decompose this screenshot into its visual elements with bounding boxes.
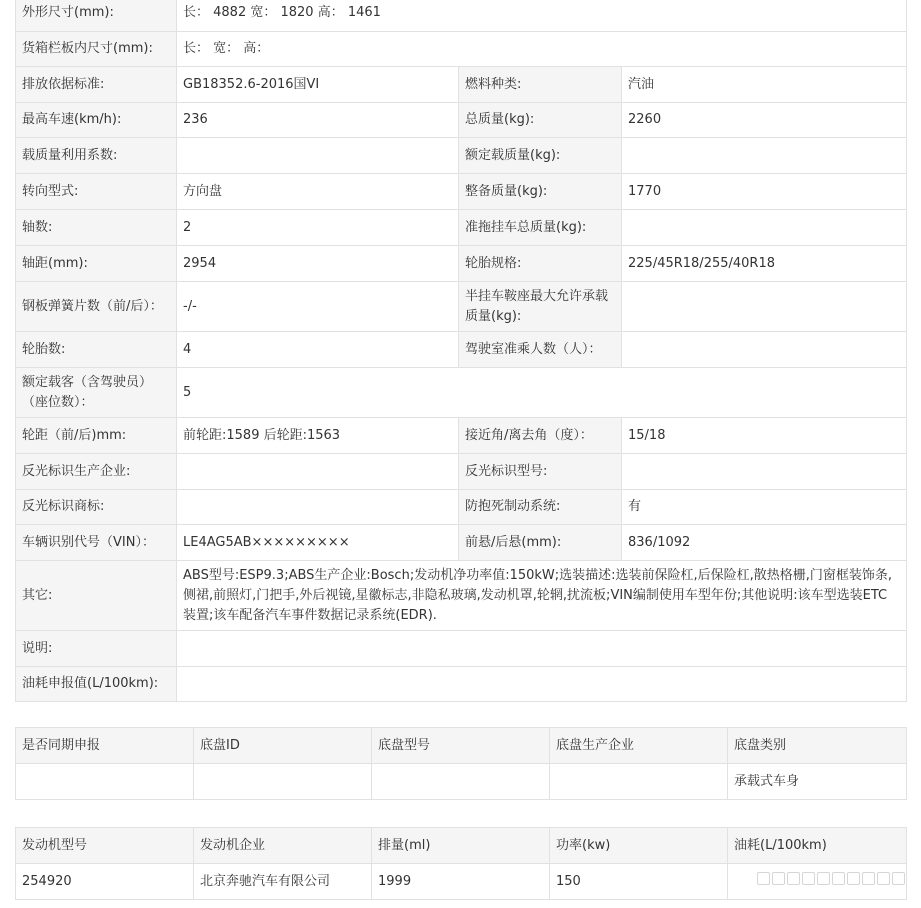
reflector-maker-value xyxy=(177,454,459,490)
cab-capacity-value xyxy=(622,332,907,368)
other-value: ABS型号:ESP9.3;ABS生产企业:Bosch;发动机净功率值:150kW;选装描述:选装前保险杠,后保险杠,散热格栅,门窗框装饰条,侧裙,前照灯,门把手,外后视镜,星徽标志,非隐私玻璃,发动机罩,轮辋,扰流板;VIN编制使用车型年份;其他说明:该车型选装ETC装置;该车配备汽车事件数据记录系统(EDR). xyxy=(177,561,907,631)
spec-row-note xyxy=(16,631,907,667)
tire-count-value: 4 xyxy=(177,332,459,368)
saddle-load-value xyxy=(622,282,907,332)
reflector-model-label: 反光标识型号: xyxy=(459,454,622,490)
spec-row-load xyxy=(16,138,907,174)
gross-mass-label: 总质量(kg): xyxy=(459,103,622,138)
reflector-model-value xyxy=(622,454,907,490)
trailer-mass-label: 准拖挂车总质量(kg): xyxy=(459,210,622,246)
fuel-consumption-value xyxy=(177,667,907,702)
emission-value: GB18352.6-2016国VI xyxy=(177,67,459,103)
spec-row-dimensions xyxy=(16,0,907,32)
curb-mass-label: 整备质量(kg): xyxy=(459,174,622,210)
steering-value: 方向盘 xyxy=(177,174,459,210)
approach-angle-label: 接近角/离去角（度）： xyxy=(459,418,622,454)
emission-label: 排放依据标准: xyxy=(16,67,177,103)
spec-row-cargo xyxy=(16,32,907,67)
chassis-cell-type: 承载式车身 xyxy=(728,764,907,800)
fuel-consumption-label: 油耗申报值(L/100km): xyxy=(16,667,177,702)
leaf-spring-label: 钢板弹簧片数（前/后）： xyxy=(16,282,177,332)
vehicle-spec-table xyxy=(15,0,907,702)
spec-row-leaf-spring xyxy=(16,282,907,332)
chassis-cell-id xyxy=(194,764,372,800)
note-label: 说明: xyxy=(16,631,177,667)
tire-spec-label: 轮胎规格: xyxy=(459,246,622,282)
reflector-brand-label: 反光标识商标: xyxy=(16,490,177,525)
load-factor-label: 载质量利用系数: xyxy=(16,138,177,174)
track-value: 前轮距:1589 后轮距:1563 xyxy=(177,418,459,454)
fuel-type-label: 燃料种类: xyxy=(459,67,622,103)
chassis-header-maker: 底盘生产企业 xyxy=(550,728,728,764)
chassis-header-id: 底盘ID xyxy=(194,728,372,764)
chassis-table xyxy=(15,727,907,800)
engine-cell-model: 254920 xyxy=(16,864,194,900)
spec-row-steering xyxy=(16,174,907,210)
seat-count-value: 5 xyxy=(177,368,907,418)
leaf-spring-value: -/- xyxy=(177,282,459,332)
vin-value: LE4AG5AB××××××××× xyxy=(177,525,459,561)
overhang-value: 836/1092 xyxy=(622,525,907,561)
max-speed-label: 最高车速(km/h): xyxy=(16,103,177,138)
rated-load-value xyxy=(622,138,907,174)
spec-row-emission xyxy=(16,67,907,103)
axles-value: 2 xyxy=(177,210,459,246)
abs-label: 防抱死制动系统: xyxy=(459,490,622,525)
cargo-box-label: 货箱栏板内尺寸(mm): xyxy=(16,32,177,67)
engine-header-row xyxy=(16,828,907,864)
spec-row-other xyxy=(16,561,907,631)
curb-mass-value: 1770 xyxy=(622,174,907,210)
chassis-header-type: 底盘类别 xyxy=(728,728,907,764)
spec-row-vin xyxy=(16,525,907,561)
chassis-data-row xyxy=(16,764,907,800)
spec-row-axles xyxy=(16,210,907,246)
approach-angle-value: 15/18 xyxy=(622,418,907,454)
spec-row-track xyxy=(16,418,907,454)
engine-cell-displacement: 1999 xyxy=(372,864,550,900)
watermark-icon xyxy=(757,872,907,888)
chassis-header-same-period: 是否同期申报 xyxy=(16,728,194,764)
tire-spec-value: 225/45R18/255/40R18 xyxy=(622,246,907,282)
trailer-mass-value xyxy=(622,210,907,246)
spec-row-reflector-brand xyxy=(16,490,907,525)
engine-header-maker: 发动机企业 xyxy=(194,828,372,864)
spec-row-reflector xyxy=(16,454,907,490)
note-value xyxy=(177,631,907,667)
engine-header-displacement: 排量(ml) xyxy=(372,828,550,864)
vin-label: 车辆识别代号（VIN）： xyxy=(16,525,177,561)
load-factor-value xyxy=(177,138,459,174)
chassis-cell-same-period xyxy=(16,764,194,800)
spec-row-wheelbase xyxy=(16,246,907,282)
axles-label: 轴数: xyxy=(16,210,177,246)
saddle-load-label: 半挂车鞍座最大允许承载质量(kg): xyxy=(459,282,622,332)
dimensions-label: 外形尺寸(mm): xyxy=(16,0,177,32)
track-label: 轮距（前/后)mm: xyxy=(16,418,177,454)
spec-row-fuel-consumption xyxy=(16,667,907,702)
other-label: 其它: xyxy=(16,561,177,631)
spec-row-speed xyxy=(16,103,907,138)
seat-count-label: 额定载客（含驾驶员）（座位数）： xyxy=(16,368,177,418)
cab-capacity-label: 驾驶室准乘人数（人）： xyxy=(459,332,622,368)
engine-header-consumption: 油耗(L/100km) xyxy=(728,828,907,864)
wheelbase-label: 轴距(mm): xyxy=(16,246,177,282)
spec-row-seats xyxy=(16,368,907,418)
abs-value: 有 xyxy=(622,490,907,525)
engine-cell-power: 150 xyxy=(550,864,728,900)
rated-load-label: 额定载质量(kg): xyxy=(459,138,622,174)
dimensions-value: 长： 4882 宽： 1820 高： 1461 xyxy=(177,0,907,32)
engine-table xyxy=(15,827,907,900)
tire-count-label: 轮胎数: xyxy=(16,332,177,368)
chassis-cell-maker xyxy=(550,764,728,800)
engine-cell-maker: 北京奔驰汽车有限公司 xyxy=(194,864,372,900)
chassis-header-model: 底盘型号 xyxy=(372,728,550,764)
cargo-box-value: 长： 宽： 高： xyxy=(177,32,907,67)
max-speed-value: 236 xyxy=(177,103,459,138)
overhang-label: 前悬/后悬(mm): xyxy=(459,525,622,561)
steering-label: 转向型式: xyxy=(16,174,177,210)
engine-header-model: 发动机型号 xyxy=(16,828,194,864)
engine-header-power: 功率(kw) xyxy=(550,828,728,864)
spec-row-tires xyxy=(16,332,907,368)
gross-mass-value: 2260 xyxy=(622,103,907,138)
wheelbase-value: 2954 xyxy=(177,246,459,282)
chassis-header-row xyxy=(16,728,907,764)
reflector-maker-label: 反光标识生产企业: xyxy=(16,454,177,490)
reflector-brand-value xyxy=(177,490,459,525)
fuel-type-value: 汽油 xyxy=(622,67,907,103)
chassis-cell-model xyxy=(372,764,550,800)
